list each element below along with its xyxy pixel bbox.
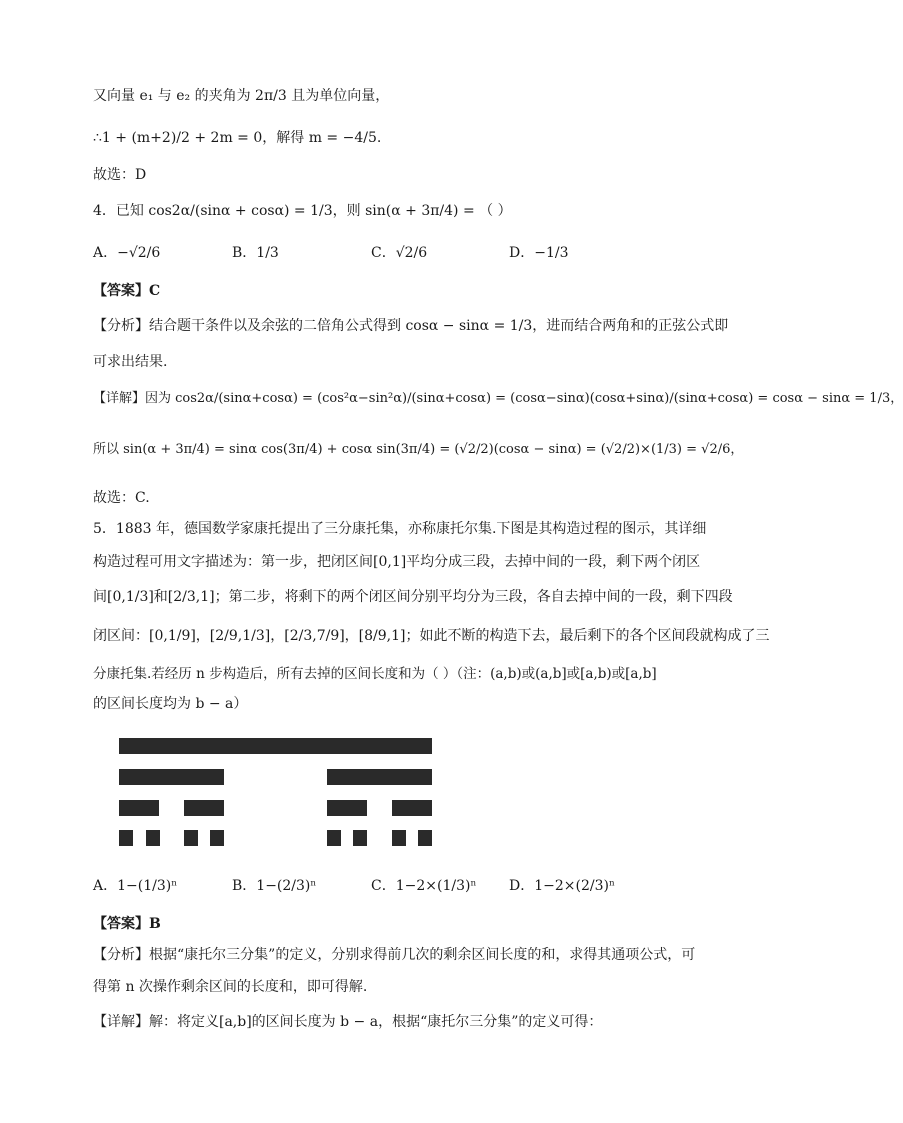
q4-option-a: A．−√2/6 <box>93 245 161 261</box>
q5-answer: 【答案】B <box>93 916 161 932</box>
q5-stem-line2: 构造过程可用文字描述为：第一步，把闭区间[0,1]平均分成三段，去掉中间的一段，剩下两个闭区 <box>93 554 701 570</box>
cantor-level-4-segment <box>353 830 367 846</box>
question-4-stem: 4．已知 cos2α/(sinα + cosα) = 1/3，则 sin(α + 3π/4) = （ ） <box>93 203 512 219</box>
q5-analysis-line2: 得第 n 次操作剩余区间的长度和，即可得解. <box>93 979 368 995</box>
q5-option-b: B．1−(2/3)ⁿ <box>232 878 317 894</box>
cantor-level-2-segment <box>119 769 224 785</box>
cantor-level-3-segment <box>184 800 224 816</box>
cantor-level-4-segment <box>119 830 133 846</box>
q5-option-c: C．1−2×(1/3)ⁿ <box>371 878 477 894</box>
q5-stem-line1: 5．1883 年，德国数学家康托提出了三分康托集，亦称康托尔集.下图是其构造过程的图示，其详细 <box>93 521 707 537</box>
q5-detail-line1: 【详解】解：将定义[a,b]的区间长度为 b − a，根据“康托尔三分集”的定义可得： <box>93 1014 603 1030</box>
q4-option-d: D．−1/3 <box>509 245 569 261</box>
cantor-level-4-segment <box>392 830 406 846</box>
q4-choose-c: 故选：C. <box>93 490 150 506</box>
cantor-level-3-segment <box>392 800 432 816</box>
cantor-level-4-segment <box>184 830 198 846</box>
q4-analysis-line1: 【分析】结合题干条件以及余弦的二倍角公式得到 cosα − sinα = 1/3，进而结合两角和的正弦公式即 <box>93 318 729 334</box>
q5-option-d: D．1−2×(2/3)ⁿ <box>509 878 616 894</box>
cantor-level-3-segment <box>327 800 367 816</box>
cantor-level-4-segment <box>146 830 160 846</box>
q4-option-c: C．√2/6 <box>371 245 428 261</box>
q4-detail-line1: 【详解】因为 cos2α/(sinα+cosα) = (cos²α−sin²α)/(sinα+cosα) = (cosα−sinα)(cosα+sinα)/(sinα+cosα) = cosα − sinα = 1/3， <box>93 391 903 406</box>
cantor-level-2-segment <box>327 769 432 785</box>
line-text: 又向量 e₁ 与 e₂ 的夹角为 2π/3 且为单位向量， <box>93 88 390 104</box>
q5-stem-line5: 分康托集.若经历 n 步构造后，所有去掉的区间长度和为（ ）（注：(a,b)或(a,b]或[a,b)或[a,b] <box>93 666 657 682</box>
q5-analysis-line1: 【分析】根据“康托尔三分集”的定义，分别求得前几次的剩余区间长度的和，求得其通项公式，可 <box>93 947 696 963</box>
cantor-level-1-segment <box>119 738 432 754</box>
q4-answer: 【答案】C <box>93 283 161 299</box>
text-line-vector <box>93 86 389 106</box>
q5-option-a: A．1−(1/3)ⁿ <box>93 878 178 894</box>
cantor-level-4-segment <box>210 830 224 846</box>
cantor-level-3-segment <box>119 800 159 816</box>
q4-analysis-line2: 可求出结果. <box>93 354 168 370</box>
q5-stem-line4: 闭区间：[0,1/9]，[2/9,1/3]，[2/3,7/9]，[8/9,1]；如此不断的构造下去，最后剩下的各个区间段就构成了三 <box>93 628 770 644</box>
cantor-level-4-segment <box>327 830 341 846</box>
text-line-choose-d: 故选：D <box>93 167 147 183</box>
q5-stem-line3: 间[0,1/3]和[2/3,1]；第二步，将剩下的两个闭区间分别平均分为三段，各自去掉中间的一段，剩下四段 <box>93 589 733 605</box>
q5-stem-line6: 的区间长度均为 b − a） <box>93 696 248 712</box>
line-text: ∴1 + (m+2)/2 + 2m = 0，解得 m = −4/5. <box>93 130 382 146</box>
cantor-level-4-segment <box>418 830 432 846</box>
q4-option-b: B．1/3 <box>232 245 279 261</box>
q4-detail-line2: 所以 sin(α + 3π/4) = sinα cos(3π/4) + cosα sin(3π/4) = (√2/2)(cosα − sinα) = (√2/2)×(1/3) = √2/6， <box>93 442 744 457</box>
text-line-solve-m <box>93 128 381 148</box>
